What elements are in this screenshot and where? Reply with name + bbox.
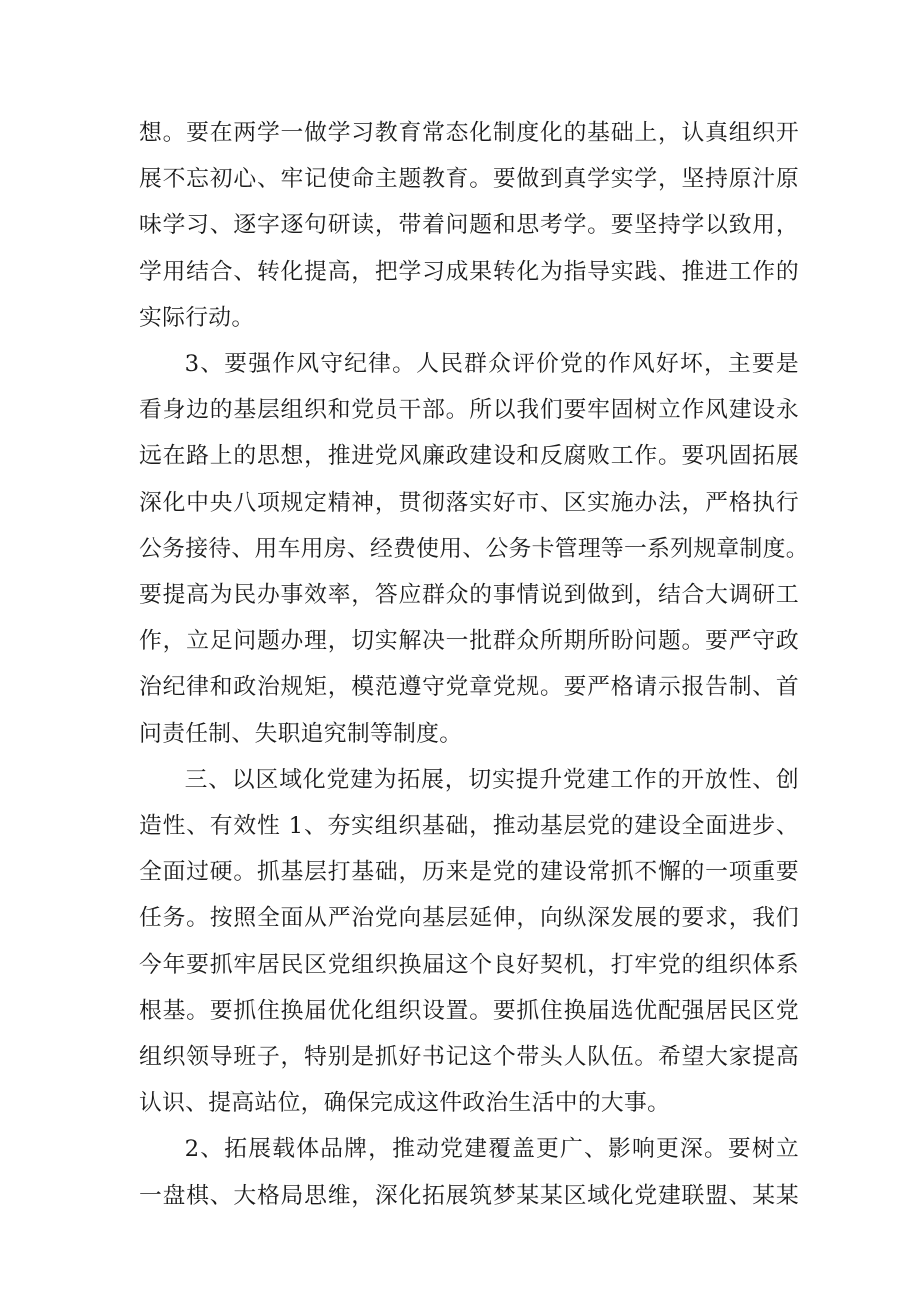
text-line: 学用结合、转化提高，把学习成果转化为指导实践、推进工作的 [139, 258, 799, 285]
text-line: 认识、提高站位，确保完成这件政治生活中的大事。 [139, 1090, 671, 1117]
text-line: 实际行动。 [139, 304, 255, 331]
text-line: 展不忘初心、牢记使命主题教育。要做到真学实学，坚持原汁原 [139, 166, 799, 193]
text-line: 要提高为民办事效率，答应群众的事情说到做到，结合大调研工 [139, 582, 799, 609]
text-line: 全面过硬。抓基层打基础，历来是党的建设常抓不懈的一项重要 [139, 859, 799, 886]
text-line: 治纪律和政治规矩，模范遵守党章党规。要严格请示报告制、首 [139, 674, 799, 701]
paragraph-1 [139, 110, 799, 341]
text-line: 三、以区域化党建为拓展，切实提升党建工作的开放性、创 [184, 766, 799, 793]
paragraph-4 [139, 1126, 799, 1218]
paragraph-2 [139, 341, 809, 757]
text-line: 作，立足问题办理，切实解决一批群众所期所盼问题。要严守政 [139, 628, 799, 655]
text-line: 组织领导班子，特别是抓好书记这个带头人队伍。希望大家提高 [139, 1044, 799, 1071]
text-line: 造性、有效性 1、夯实组织基础，推动基层党的建设全面进步、 [139, 813, 799, 840]
text-line: 根基。要抓住换届优化组织设置。要抓住换届选优配强居民区党 [139, 997, 799, 1024]
text-line: 公务接待、用车用房、经费使用、公务卡管理等一系列规章制度。 [139, 535, 809, 562]
text-line: 3、要强作风守纪律。人民群众评价党的作风好坏，主要是 [184, 351, 799, 378]
text-line: 远在路上的思想，推进党风廉政建设和反腐败工作。要巩固拓展 [139, 443, 799, 470]
text-line: 看身边的基层组织和党员干部。所以我们要牢固树立作风建设永 [139, 397, 799, 424]
document-page [139, 110, 809, 1219]
text-line: 今年要抓牢居民区党组织换届这个良好契机，打牢党的组织体系 [139, 951, 799, 978]
text-line: 深化中央八项规定精神，贯彻落实好市、区实施办法，严格执行 [139, 489, 799, 516]
text-line: 一盘棋、大格局思维，深化拓展筑梦某某区域化党建联盟、某某 [139, 1182, 799, 1209]
text-line: 2、拓展载体品牌，推动党建覆盖更广、影响更深。要树立 [184, 1136, 799, 1163]
text-line: 任务。按照全面从严治党向基层延伸，向纵深发展的要求，我们 [139, 905, 799, 932]
paragraph-3 [139, 757, 799, 1127]
text-line: 想。要在两学一做学习教育常态化制度化的基础上，认真组织开 [139, 120, 799, 146]
text-line: 问责任制、失职追究制等制度。 [139, 720, 463, 747]
text-line: 味学习、逐字逐句研读，带着问题和思考学。要坚持学以致用， [139, 212, 799, 239]
